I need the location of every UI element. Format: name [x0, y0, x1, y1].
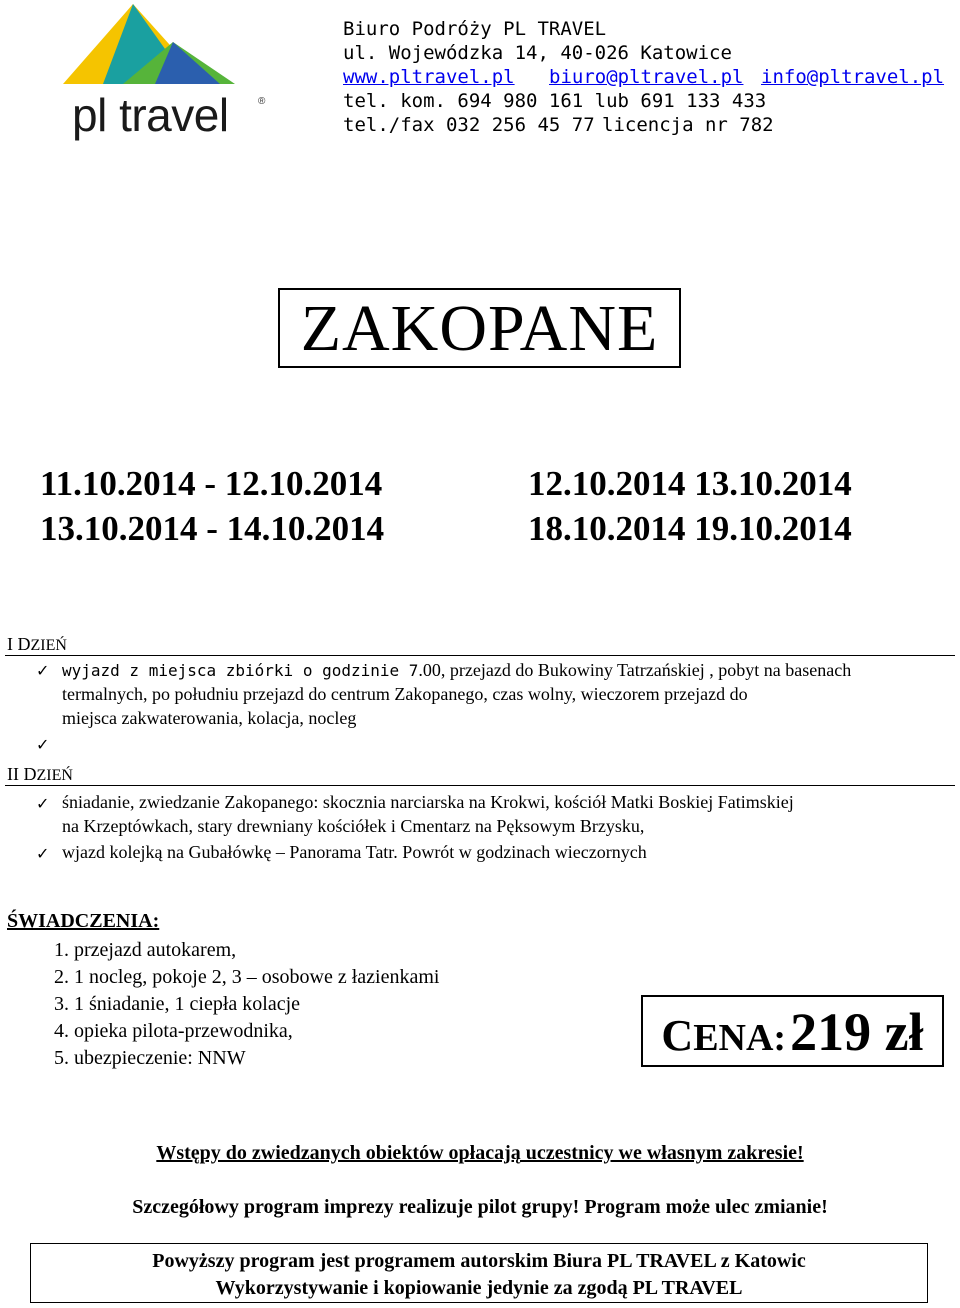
copyright-box: [30, 1243, 928, 1303]
day-2-item-1-line-2: na Krzeptówkach, stary drewniany kościółek i Cmentarz na Pęksowym Brzysku,: [62, 816, 645, 836]
date-range-2: 13.10.2014 - 14.10.2014: [40, 509, 385, 548]
benefit-item: 5. ubezpieczenie: NNW: [54, 1047, 246, 1069]
website-link[interactable]: www.pltravel.pl: [343, 66, 515, 88]
day-2-divider: [5, 785, 955, 786]
day-1-heading: I DZIEŃ: [7, 634, 67, 654]
email-info-link[interactable]: info@pltravel.pl: [761, 66, 945, 88]
email-biuro-link[interactable]: biuro@pltravel.pl: [549, 66, 744, 88]
day-1-item-1-line-2: termalnych, po południu przejazd do centrum Zakopanego, czas wolny, wieczorem przejazd do: [62, 684, 748, 704]
license-number: licencja nr 782: [602, 114, 774, 136]
fax-number: tel./fax 032 256 45 77: [343, 114, 595, 136]
day-1-item-1-line-3: miejsca zakwaterowania, kolacja, nocleg: [62, 708, 357, 728]
day-2-item-1-line-1: śniadanie, zwiedzanie Zakopanego: skocznia narciarska na Krokwi, kościół Matki Boskiej Fatimskiej: [62, 792, 794, 812]
check-icon: ✓: [36, 844, 50, 863]
check-icon: ✓: [36, 735, 50, 754]
company-name: Biuro Podróży PL TRAVEL: [343, 18, 607, 40]
date-range-3: 12.10.2014 13.10.2014: [528, 464, 852, 503]
registered-mark: ®: [258, 96, 266, 107]
copyright-line-1: Powyższy program jest programem autorskim Biura PL TRAVEL z Katowic: [152, 1250, 806, 1272]
benefits-title: ŚWIADCZENIA:: [7, 910, 160, 932]
price-label: CENA:: [661, 1011, 787, 1060]
date-range-4: 18.10.2014 19.10.2014: [528, 509, 852, 548]
entrance-fees-note: Wstępy do zwiedzanych obiektów opłacają uczestnicy we własnym zakresie!: [156, 1142, 804, 1164]
price-value: 219 zł: [790, 1002, 924, 1062]
price-box: [641, 995, 944, 1067]
day-1-divider: [5, 655, 955, 656]
copyright-line-2: Wykorzystywanie i kopiowanie jedynie za zgodą PL TRAVEL: [215, 1277, 743, 1299]
program-note: Szczegółowy program imprezy realizuje pilot grupy! Program może ulec zmianie!: [132, 1196, 828, 1218]
benefit-item: 1. przejazd autokarem,: [54, 939, 237, 961]
phone-numbers: tel. kom. 694 980 161 lub 691 133 433: [343, 90, 767, 112]
day-2-heading: II DZIEŃ: [7, 764, 73, 784]
check-icon: ✓: [36, 661, 50, 680]
day-1-item-1-line-1: wyjazd z miejsca zbiórki o godzinie 7.00, przejazd do Bukowiny Tatrzańskiej , pobyt na basenach: [62, 660, 852, 680]
company-address: ul. Wojewódzka 14, 40-026 Katowice: [343, 42, 732, 64]
benefit-item: 4. opieka pilota-przewodnika,: [54, 1020, 293, 1042]
check-icon: ✓: [36, 794, 50, 813]
date-range-1: 11.10.2014 - 12.10.2014: [40, 464, 383, 503]
benefit-item: 2. 1 nocleg, pokoje 2, 3 – osobowe z łazienkami: [54, 966, 440, 988]
logo-wordmark: pl travel: [72, 89, 229, 141]
destination-title: ZAKOPANE: [278, 288, 681, 368]
benefit-item: 3. 1 śniadanie, 1 ciepła kolacje: [54, 993, 301, 1015]
day-2-item-2-line-1: wjazd kolejką na Gubałówkę – Panorama Tatr. Powrót w godzinach wieczornych: [62, 842, 647, 862]
